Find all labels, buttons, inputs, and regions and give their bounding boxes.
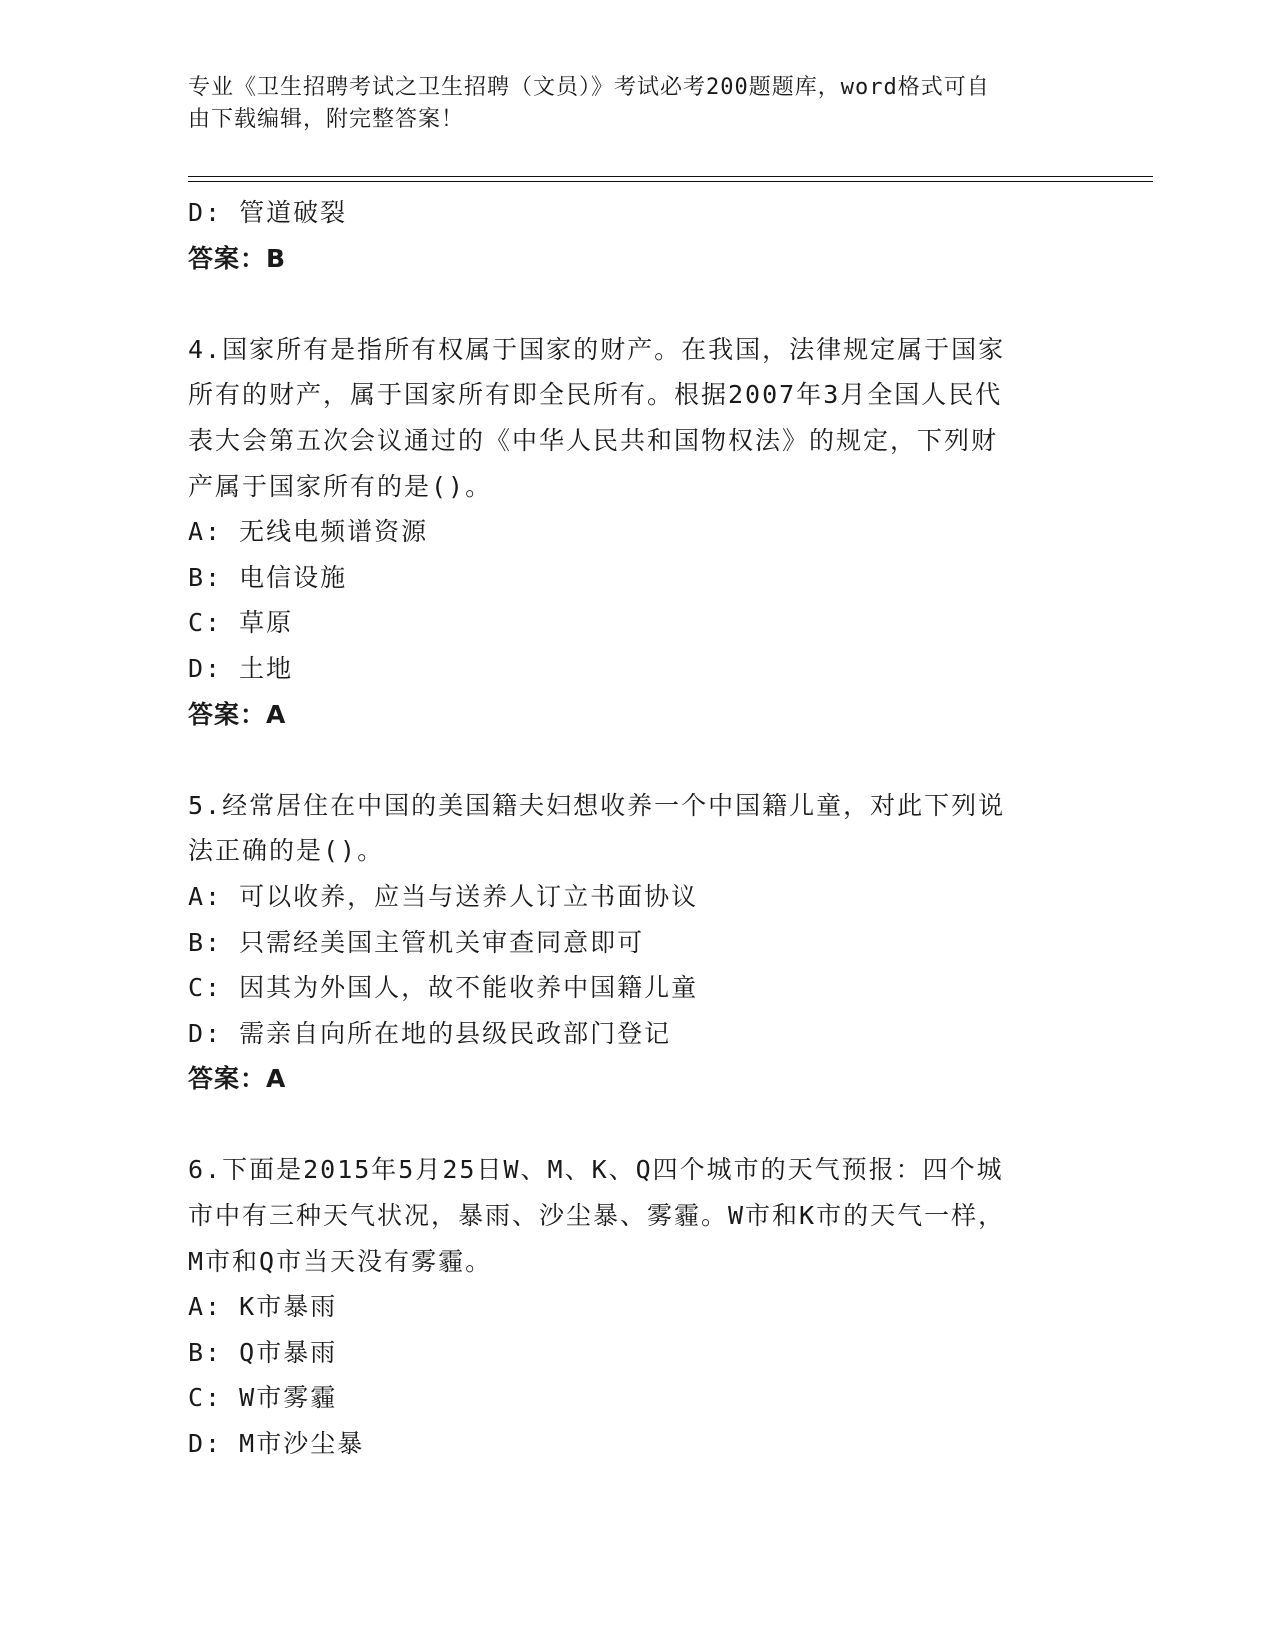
question-4-answer: 答案：A — [188, 699, 287, 729]
question-6-stem-line: 6.下面是2015年5月25日W、M、K、Q四个城市的天气预报：四个城 — [188, 1155, 1004, 1185]
header-rule-bottom — [188, 181, 1153, 182]
question-4-stem-line: 4.国家所有是指所有权属于国家的财产。在我国，法律规定属于国家 — [188, 334, 1006, 364]
question-5-stem-line: 5.经常居住在中国的美国籍夫妇想收养一个中国籍儿童，对此下列说 — [188, 790, 1006, 820]
question-6-stem-line: 市中有三种天气状况，暴雨、沙尘暴、雾霾。W市和K市的天气一样， — [188, 1201, 1006, 1231]
document-body — [188, 190, 1088, 1467]
spacer — [188, 281, 1088, 327]
question-4 — [188, 327, 1088, 737]
question-3-tail — [188, 190, 1088, 281]
question-5-stem-line: 法正确的是()。 — [188, 836, 385, 866]
header-rule-top — [188, 176, 1153, 177]
question-5-option-c: C: 因其为外国人，故不能收养中国籍儿童 — [188, 973, 699, 1003]
document-header — [188, 72, 1088, 136]
question-5 — [188, 783, 1088, 1102]
spacer — [188, 1102, 1088, 1148]
question-3-option-d: D: 管道破裂 — [188, 198, 348, 227]
question-5-option-b: B: 只需经美国主管机关审查同意即可 — [188, 927, 645, 957]
header-line-1: 专业《卫生招聘考试之卫生招聘（文员）》考试必考200题题库，word格式可自 — [188, 75, 990, 100]
question-4-option-a: A: 无线电频谱资源 — [188, 517, 429, 547]
question-3-answer: 答案：B — [188, 243, 287, 273]
question-6 — [188, 1147, 1088, 1466]
question-5-option-a: A: 可以收养，应当与送养人订立书面协议 — [188, 881, 699, 911]
question-6-option-c: C: W市雾霾 — [188, 1383, 338, 1413]
header-line-2: 由下载编辑，附完整答案！ — [188, 107, 465, 132]
question-5-answer: 答案：A — [188, 1064, 287, 1094]
spacer — [188, 737, 1088, 783]
question-6-option-a: A: K市暴雨 — [188, 1292, 338, 1322]
question-6-option-d: D: M市沙尘暴 — [188, 1429, 365, 1459]
question-4-stem-line: 所有的财产，属于国家所有即全民所有。根据2007年3月全国人民代 — [188, 380, 1003, 410]
question-5-option-d: D: 需亲自向所在地的县级民政部门登记 — [188, 1018, 672, 1048]
question-6-stem-line: M市和Q市当天没有雾霾。 — [188, 1246, 493, 1276]
question-6-option-b: B: Q市暴雨 — [188, 1337, 338, 1367]
question-4-option-b: B: 电信设施 — [188, 562, 348, 592]
question-4-option-d: D: 土地 — [188, 653, 294, 683]
question-4-stem-line: 产属于国家所有的是()。 — [188, 471, 493, 501]
question-4-option-c: C: 草原 — [188, 608, 294, 638]
question-4-stem-line: 表大会第五次会议通过的《中华人民共和国物权法》的规定，下列财 — [188, 425, 999, 455]
